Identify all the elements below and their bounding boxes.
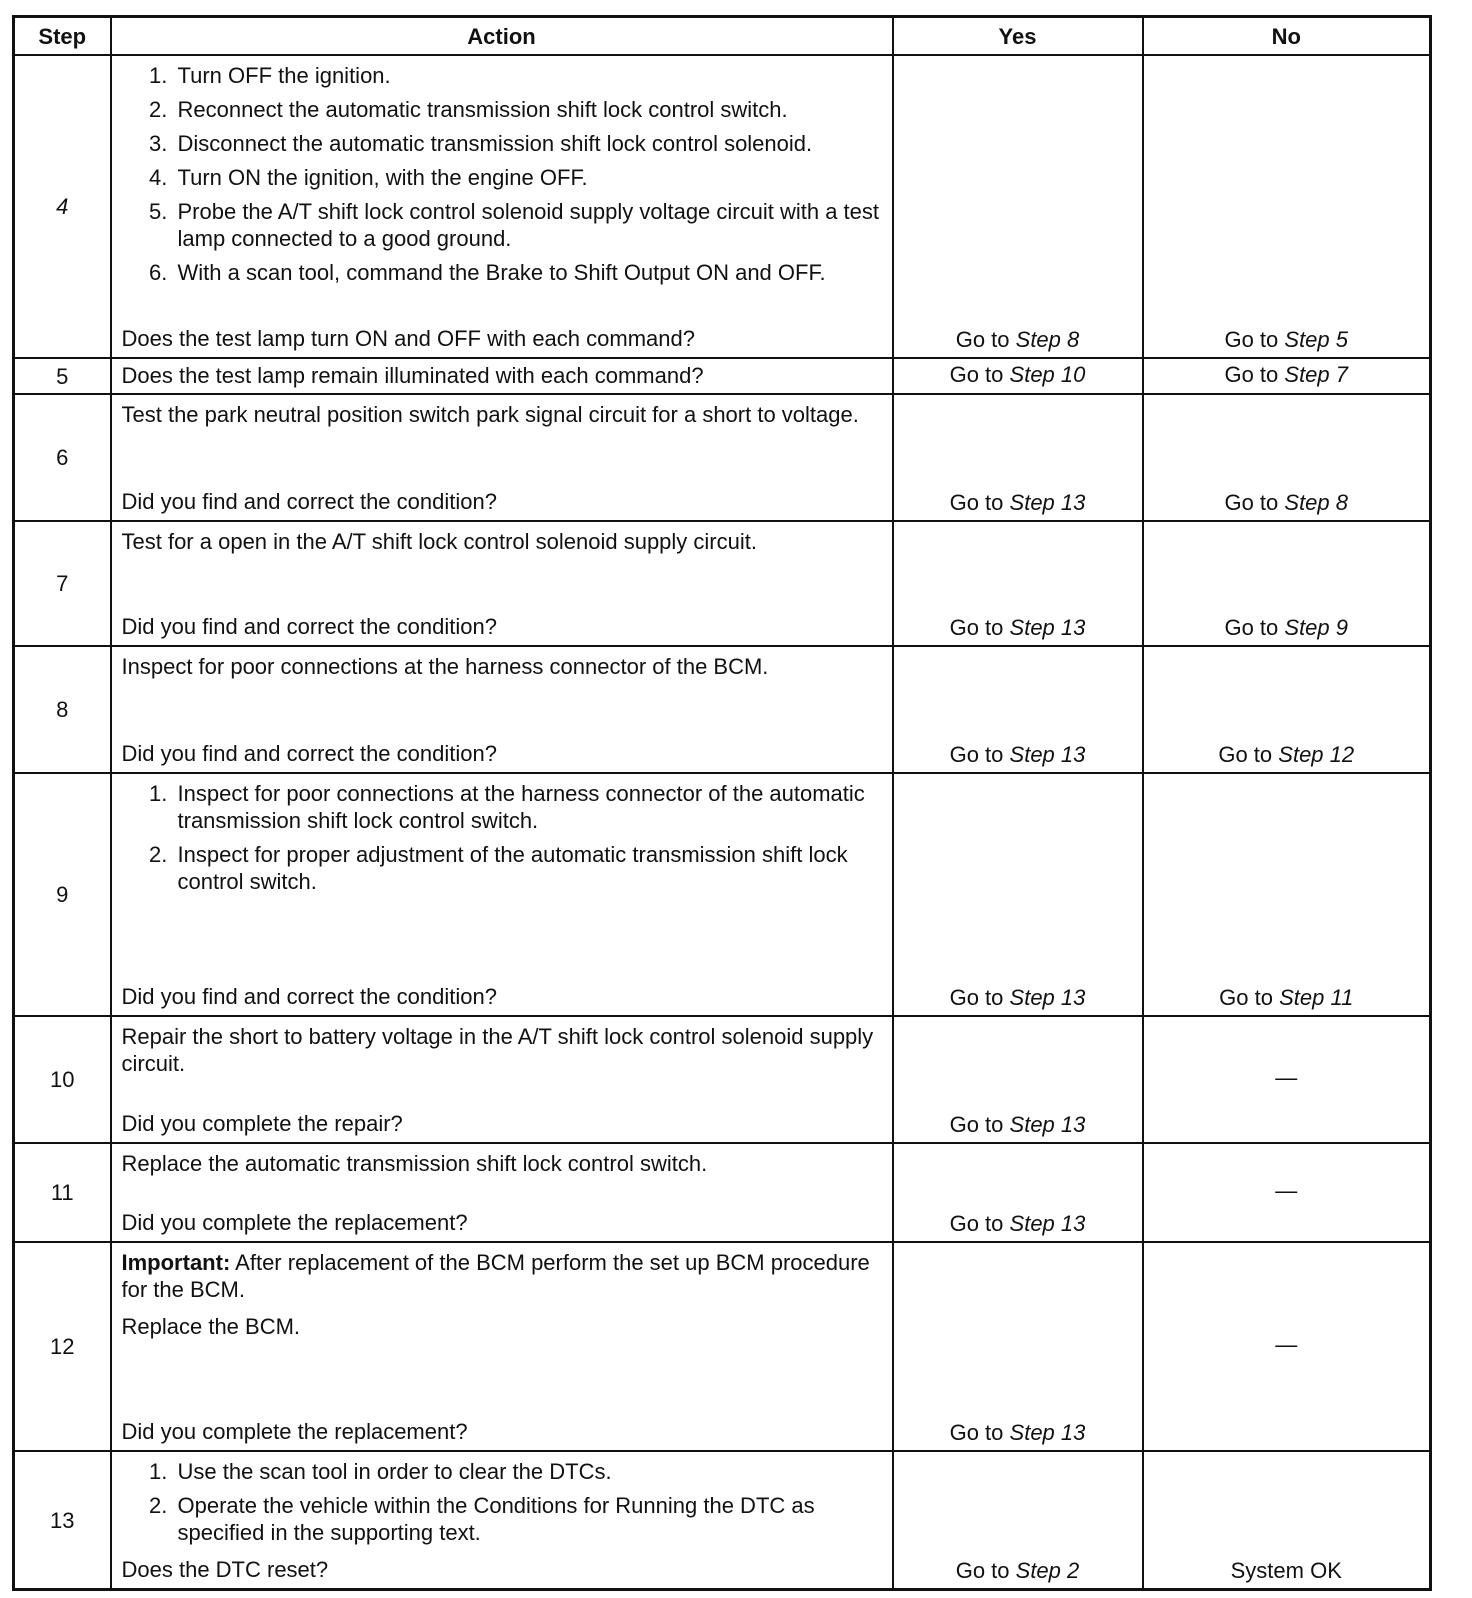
- yes-step-ref: 10: [1060, 362, 1086, 388]
- action-item: 6. With a scan tool, command the Brake to Shift Output ON and OFF.: [174, 259, 882, 286]
- step-word: Step: [1009, 489, 1055, 515]
- no-cell: [1143, 394, 1431, 521]
- action-cell: [111, 1143, 893, 1242]
- no-step-ref: 8: [1335, 489, 1349, 515]
- go-to-text: Go to: [949, 1210, 1004, 1236]
- action-cell: [111, 521, 893, 647]
- important-label: Important:: [121, 1249, 231, 1275]
- table-row: [14, 1016, 1431, 1143]
- no-cell: [1143, 773, 1431, 1016]
- action-list: [122, 780, 882, 902]
- action-item: 2. Operate the vehicle within the Conditions for Running the DTC as specified in the supporting text.: [174, 1492, 882, 1546]
- yes-step-ref: 8: [1067, 327, 1080, 353]
- table-row: [14, 521, 1431, 647]
- go-to-text: Go to: [949, 1420, 1004, 1446]
- action-text: Replace the automatic transmission shift lock control switch.: [121, 1150, 708, 1176]
- go-to-text: Go to: [1224, 615, 1279, 641]
- step-word: Step: [1009, 985, 1055, 1010]
- action-item: 5. Probe the A/T shift lock control solenoid supply voltage circuit with a test lamp connected to a good ground.: [174, 198, 882, 252]
- go-to-text: Go to: [1224, 327, 1279, 353]
- no-cell: —: [1143, 1242, 1431, 1451]
- go-to-text: Go to: [955, 327, 1010, 353]
- no-step-ref: 12: [1329, 741, 1355, 767]
- step-word: Step: [1015, 1558, 1061, 1583]
- yes-cell: [893, 55, 1143, 358]
- no-cell: [1143, 358, 1431, 394]
- no-cell: [1143, 646, 1431, 773]
- action-text: Inspect for poor connections at the harness connector of the BCM.: [121, 654, 769, 680]
- yes-cell: [893, 521, 1143, 647]
- step-word: Step: [1009, 1210, 1055, 1236]
- step-word: Step: [1009, 615, 1055, 641]
- question-text: Did you find and correct the condition?: [121, 984, 497, 1009]
- no-step-ref: 5: [1335, 327, 1349, 353]
- step-number: 6: [14, 394, 111, 521]
- question-text: Did you complete the replacement?: [121, 1209, 468, 1235]
- step-number: 11: [14, 1143, 111, 1242]
- step-number: 10: [14, 1016, 111, 1143]
- yes-step-ref: 2: [1067, 1558, 1080, 1583]
- yes-step-ref: 13: [1060, 1420, 1086, 1446]
- question-text: Did you find and correct the condition?: [121, 740, 497, 766]
- no-step-ref: 11: [1330, 985, 1354, 1010]
- action-text: Test the park neutral position switch park signal circuit for a short to voltage.: [121, 402, 859, 428]
- step-word: Step: [1279, 985, 1325, 1010]
- table-row: [14, 1143, 1431, 1242]
- action-cell: [111, 358, 893, 394]
- table-row: [14, 55, 1431, 358]
- go-to-text: Go to: [949, 741, 1004, 767]
- question-text: Did you complete the repair?: [121, 1110, 403, 1136]
- table-row: [14, 1451, 1431, 1589]
- yes-cell: [893, 1242, 1143, 1451]
- action-text: Repair the short to battery voltage in the A/T shift lock control solenoid supply circuit.: [121, 1024, 874, 1076]
- action-cell: [111, 55, 893, 358]
- important-note: [122, 1249, 882, 1303]
- yes-cell: [893, 358, 1143, 394]
- question-text: Did you find and correct the condition?: [121, 488, 497, 514]
- step-word: Step: [1015, 327, 1061, 353]
- table-row: [14, 1242, 1431, 1451]
- go-to-text: Go to: [949, 362, 1004, 388]
- yes-step-ref: 13: [1060, 1210, 1086, 1236]
- action-item: 4. Turn ON the ignition, with the engine OFF.: [174, 164, 882, 191]
- step-number: 13: [14, 1451, 111, 1589]
- step-number: 9: [14, 773, 111, 1016]
- question-text: Does the DTC reset?: [121, 1557, 329, 1582]
- question-text: Did you find and correct the condition?: [121, 614, 497, 640]
- step-number: 7: [14, 521, 111, 647]
- action-cell: [111, 394, 893, 521]
- action-item: 1. Use the scan tool in order to clear the DTCs.: [174, 1458, 882, 1485]
- step-number: 12: [14, 1242, 111, 1451]
- action-cell: [111, 1016, 893, 1143]
- action-list: [122, 1458, 882, 1553]
- step-number: 4: [14, 55, 111, 358]
- table-row: [14, 358, 1431, 394]
- action-cell: [111, 1242, 893, 1451]
- go-to-text: Go to: [1218, 741, 1273, 767]
- step-word: Step: [1284, 327, 1330, 353]
- step-number: 5: [14, 358, 111, 394]
- go-to-text: Go to: [1219, 985, 1273, 1010]
- yes-step-ref: 13: [1060, 615, 1086, 641]
- no-cell: —: [1143, 1143, 1431, 1242]
- no-step-ref: 9: [1335, 615, 1349, 641]
- header-yes: Yes: [893, 17, 1143, 56]
- yes-cell: [893, 1451, 1143, 1589]
- step-word: Step: [1284, 362, 1330, 388]
- important-text: After replacement of the BCM perform the set up BCM procedure for the BCM.: [121, 1249, 870, 1302]
- action-cell: [111, 773, 893, 1016]
- yes-step-ref: 13: [1060, 489, 1086, 515]
- header-row: [14, 17, 1431, 56]
- step-word: Step: [1284, 615, 1330, 641]
- step-number: 8: [14, 646, 111, 773]
- action-item: 2. Reconnect the automatic transmission shift lock control switch.: [174, 96, 882, 123]
- action-text: Test for a open in the A/T shift lock control solenoid supply circuit.: [121, 528, 757, 554]
- yes-cell: [893, 646, 1143, 773]
- action-text: Replace the BCM.: [121, 1313, 301, 1339]
- yes-cell: [893, 1143, 1143, 1242]
- diagnostic-table: [12, 15, 1432, 1591]
- step-word: Step: [1284, 489, 1330, 515]
- question-text: Does the test lamp remain illuminated with each command?: [121, 363, 704, 389]
- table-row: [14, 773, 1431, 1016]
- step-word: Step: [1009, 362, 1055, 388]
- yes-step-ref: 13: [1060, 1111, 1086, 1137]
- question-text: Did you complete the replacement?: [121, 1419, 468, 1445]
- table-row: [14, 646, 1431, 773]
- no-cell: [1143, 55, 1431, 358]
- yes-step-ref: 13: [1060, 741, 1086, 767]
- action-item: 1. Turn OFF the ignition.: [174, 62, 882, 89]
- step-word: Step: [1009, 741, 1055, 767]
- table-row: [14, 394, 1431, 521]
- step-word: Step: [1009, 1111, 1055, 1137]
- no-cell: System OK: [1143, 1451, 1431, 1589]
- yes-cell: [893, 1016, 1143, 1143]
- no-step-ref: 7: [1335, 362, 1349, 388]
- no-cell: —: [1143, 1016, 1431, 1143]
- go-to-text: Go to: [949, 985, 1004, 1010]
- action-list: [122, 62, 882, 293]
- question-text: Does the test lamp turn ON and OFF with each command?: [121, 326, 695, 352]
- go-to-text: Go to: [949, 1111, 1004, 1137]
- yes-step-ref: 13: [1060, 985, 1086, 1010]
- action-item: 3. Disconnect the automatic transmission shift lock control solenoid.: [174, 130, 882, 157]
- action-cell: [111, 1451, 893, 1589]
- step-word: Step: [1009, 1420, 1055, 1446]
- action-cell: [111, 646, 893, 773]
- action-item: 1. Inspect for poor connections at the harness connector of the automatic transmission shift lock control switch.: [174, 780, 882, 834]
- action-item: 2. Inspect for proper adjustment of the automatic transmission shift lock control switch.: [174, 841, 882, 895]
- header-no: No: [1143, 17, 1431, 56]
- yes-cell: [893, 773, 1143, 1016]
- header-step: Step: [14, 17, 111, 56]
- go-to-text: Go to: [949, 615, 1004, 641]
- go-to-text: Go to: [1224, 362, 1279, 388]
- no-cell: [1143, 521, 1431, 647]
- go-to-text: Go to: [955, 1558, 1010, 1583]
- go-to-text: Go to: [949, 489, 1004, 515]
- header-action: Action: [111, 17, 893, 56]
- go-to-text: Go to: [1224, 489, 1279, 515]
- yes-cell: [893, 394, 1143, 521]
- step-word: Step: [1278, 741, 1324, 767]
